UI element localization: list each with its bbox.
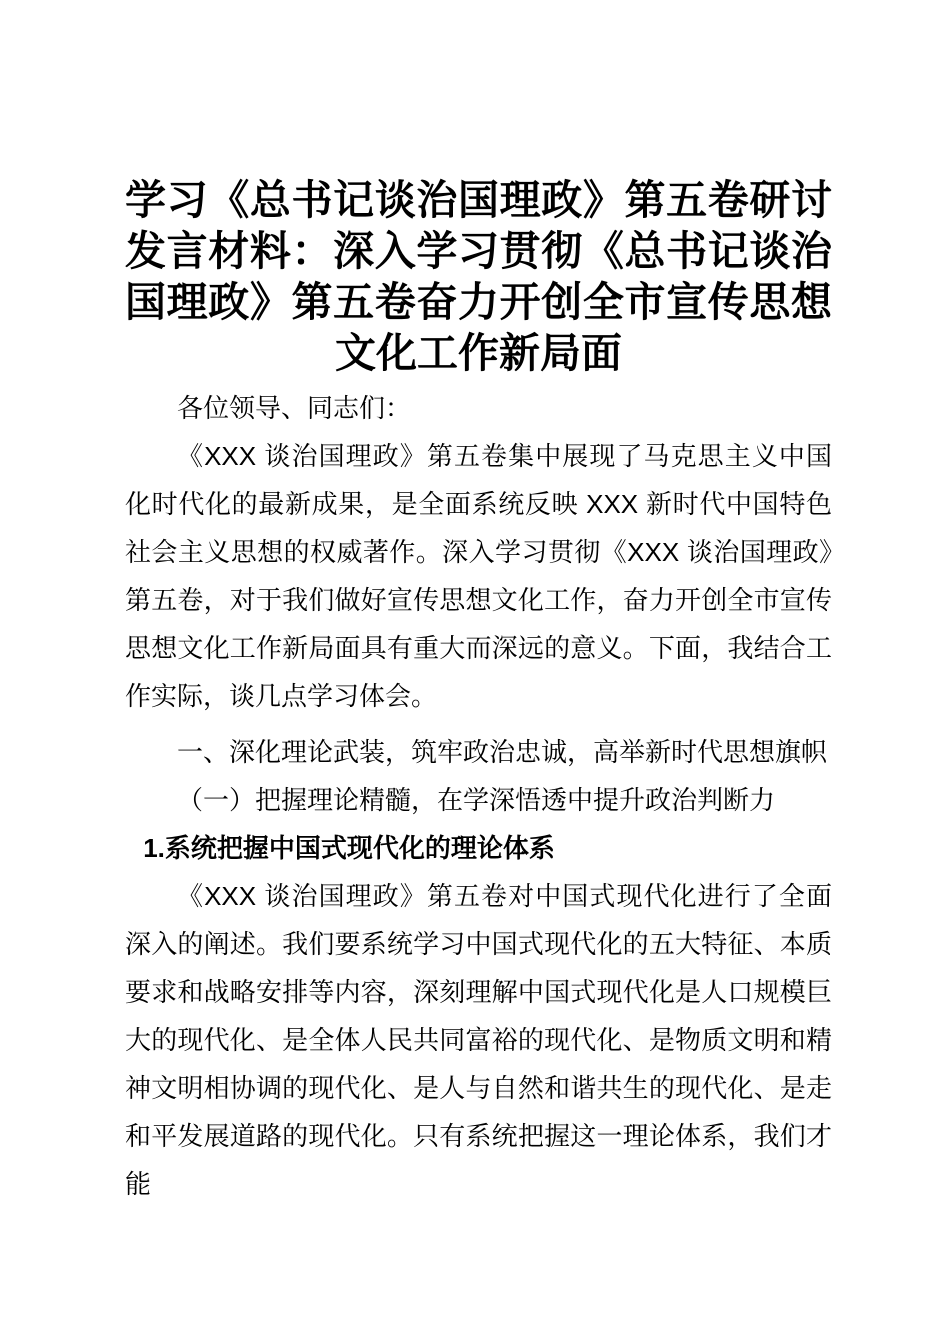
heading-level-2: （一）把握理论精髓，在学深悟透中提升政治判断力: [177, 785, 776, 815]
document-title: 学习《总书记谈治国理政》第五卷研讨发言材料：深入学习贯彻《总书记谈治国理政》第五卷奋力开创全市宣传思想文化工作新局面: [125, 177, 832, 376]
heading-level-1: 一、深化理论武装，筑牢政治忠诚，高举新时代思想旗帜: [177, 737, 828, 767]
paragraph-intro: 《XXX 谈治国理政》第五卷集中展现了马克思主义中国化时代化的最新成果，是全面系统反映 XXX 新时代中国特色社会主义思想的权威著作。深入学习贯彻《XXX 谈治国理政》第五卷，对于我们做好宣传思想文化工作，奋力开创全市宣传思想文化工作新局面具有重大而深远的意义。下面，我结合工作实际，谈几点学习体会。: [125, 441, 832, 711]
paragraph-body: 《XXX 谈治国理政》第五卷对中国式现代化进行了全面深入的阐述。我们要系统学习中国式现代化的五大特征、本质要求和战略安排等内容，深刻理解中国式现代化是人口规模巨大的现代化、是全体人民共同富裕的现代化、是物质文明和精神文明相协调的现代化、是人与自然和谐共生的现代化、是走和平发展道路的现代化。只有系统把握这一理论体系，我们才能: [125, 881, 832, 1199]
heading-level-3: 1.系统把握中国式现代化的理论体系: [143, 833, 555, 863]
salutation-line: 各位领导、同志们：: [177, 393, 412, 423]
